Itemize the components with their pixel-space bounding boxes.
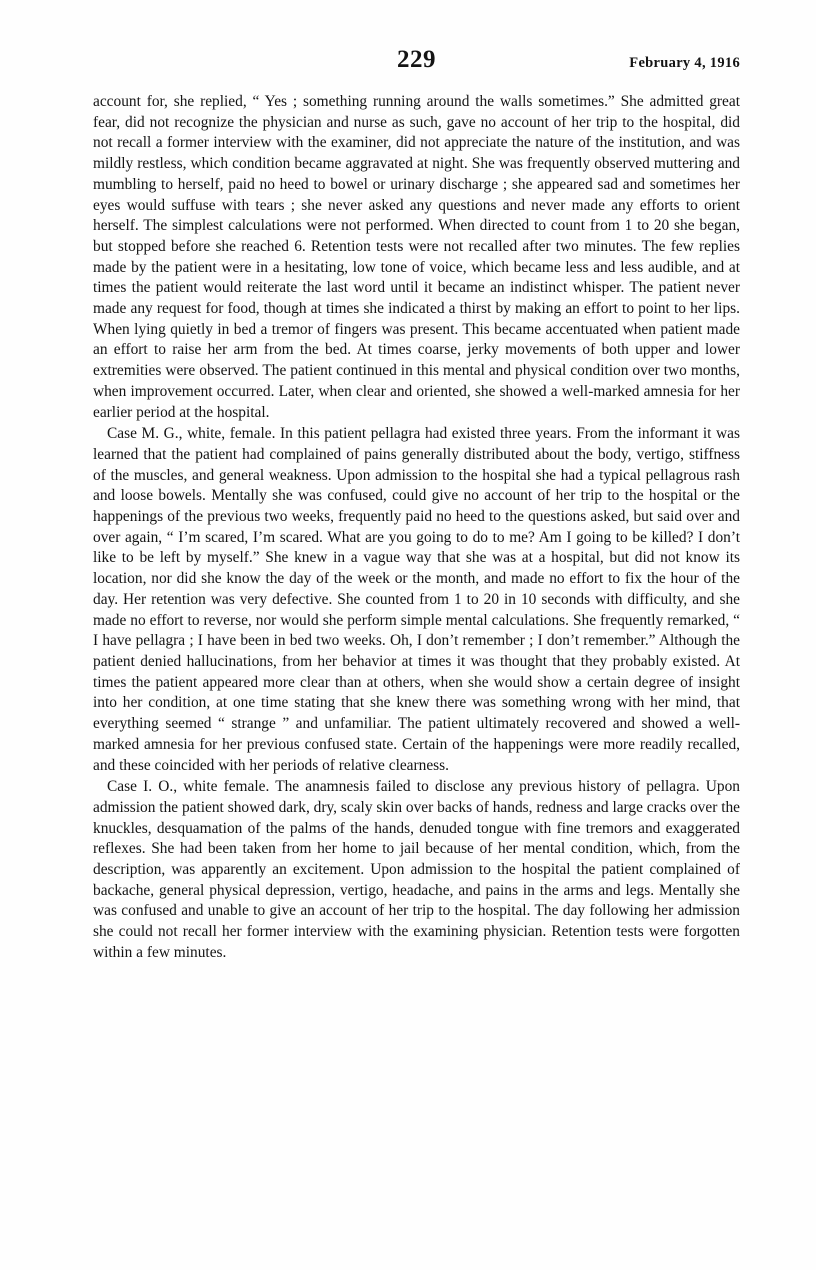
body-text (93, 92, 740, 964)
issue-date: February 4, 1916 (629, 55, 740, 71)
paragraph-case-mg: Case M. G., white, female. In this patient pellagra had existed three years. From the informant it was learned that the patient had complained of pains generally distributed about the body, vertigo, stiffness of the muscles, and general weakness. Upon admission to the hospital she had a typical pellagrous rash and loose bowels. Mentally she was confused, could give no account of her trip to the hospital or the happenings of the previous two weeks, frequently paid no heed to the questions asked, but said over and over again, “ I’m scared, I’m scared. What are you going to do to me? Am I going to be killed? I don’t like to be left by myself.” She knew in a vague way that she was at a hospital, but did not know its location, nor did she know the day of the week or the month, and made no effort to fix the hour of the day. Her retention was very defective. She counted from 1 to 20 in 10 seconds with difficulty, and she made no effort to reverse, nor would she perform simple mental calculations. She frequently remarked, “ I have pellagra ; I have been in bed two weeks. Oh, I don’t remember ; I don’t remember.” Although the patient denied hallucinations, from her behavior at times it was thought that they probably existed. At times the patient appeared more clear than at others, when she would show a certain degree of insight into her condition, at one time stating that she knew there was something wrong with her mind, that everything seemed “ strange ” and unfamiliar. The patient ultimately recovered and showed a well-marked amnesia for her previous confused state. Certain of the happenings were more readily recalled, and these coincided with her periods of relative clearness. (93, 425, 740, 774)
paragraph-continuation: account for, she replied, “ Yes ; something running around the walls sometimes.” She admitted great fear, did not recognize the physician and nurse as such, gave no account of her trip to the hospital, did not recall a former interview with the examiner, did not appreciate the nature of the institution, and was mildly restless, which condition became aggravated at night. She was frequently observed muttering and mumbling to herself, paid no heed to bowel or urinary discharge ; she appeared sad and sometimes her eyes would suffuse with tears ; she never asked any questions and never made any efforts to orient herself. The simplest calculations were not performed. When directed to count from 1 to 20 she began, but stopped before she reached 6. Retention tests were not recalled after two minutes. The few replies made by the patient were in a hesitating, low tone of voice, which became less and less audible, and at times the patient would reiterate the last word until it became an indistinct whisper. The patient never made any request for food, though at times she indicated a thirst by making an effort to point to her lips. When lying quietly in bed a tremor of fingers was present. This became accentuated when patient made an effort to raise her arm from the bed. At times coarse, jerky movements of both upper and lower extremities were observed. The patient continued in this mental and physical condition over two months, when improvement occurred. Later, when clear and oriented, she showed a well-marked amnesia for her earlier period at the hospital. (93, 93, 740, 421)
page-number: 229 (397, 46, 436, 73)
paragraph-case-io: Case I. O., white female. The anamnesis failed to disclose any previous history of pellagra. Upon admission the patient showed dark, dry, scaly skin over backs of hands, redness and large cracks over the knuckles, desquamation of the palms of the hands, denuded tongue with fine tremors and exaggerated reflexes. She had been taken from her home to jail because of her mental condition, which, from the description, was apparently an excitement. Upon admission to the hospital the patient complained of backache, general physical depression, vertigo, headache, and pains in the arms and legs. Mentally she was confused and unable to give an account of her trip to the hospital. The day following her admission she could not recall her former interview with the examining physician. Retention tests were forgotten within a few minutes. (93, 778, 740, 961)
page-header (93, 44, 740, 78)
